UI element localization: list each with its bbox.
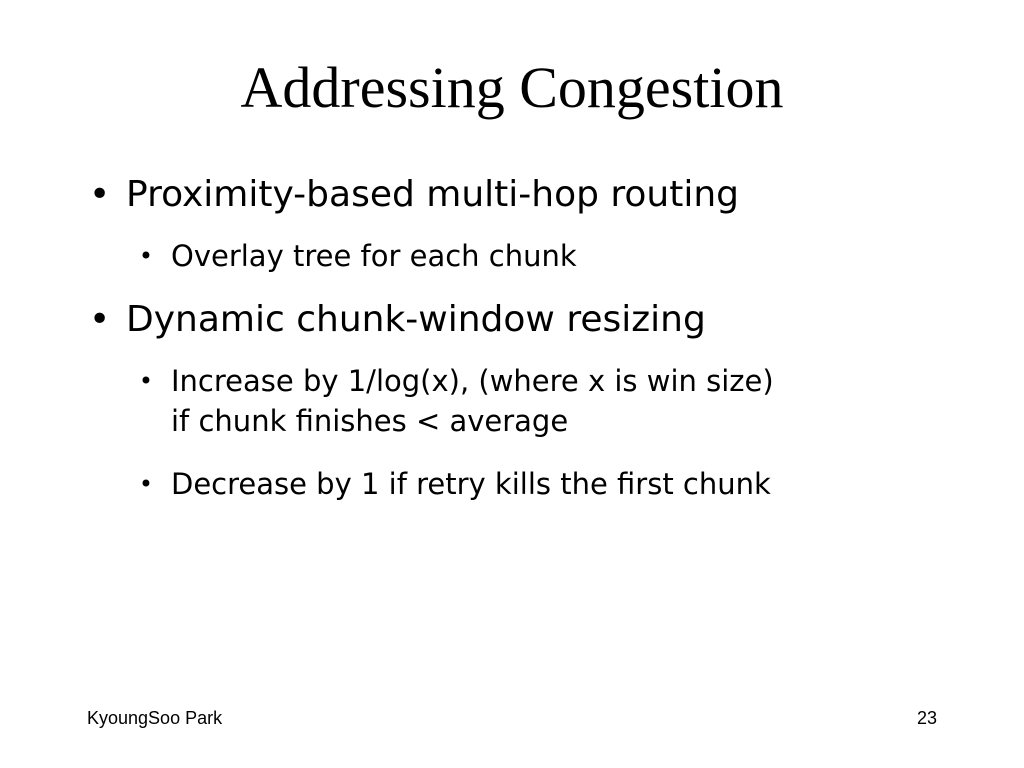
footer-author: KyoungSoo Park [87, 708, 223, 728]
bullet-marker: • [138, 242, 154, 270]
bullet-marker: • [89, 174, 111, 215]
bullet-item [89, 172, 740, 218]
sub-bullet-item [138, 361, 774, 441]
sub-bullet-item [138, 464, 771, 504]
slide-title: Addressing Congestion [240, 55, 784, 120]
sub-bullet-item [138, 236, 577, 276]
sub-bullet-text-line: Increase by 1/log(x), (where x is win size) [171, 364, 774, 398]
bullet-marker: • [89, 299, 111, 340]
bullet-marker: • [138, 470, 154, 498]
sub-bullet-text: Decrease by 1 if retry kills the first chunk [171, 467, 771, 501]
sub-bullet-text: Overlay tree for each chunk [171, 239, 577, 273]
bullet-text: Proximity-based multi-hop routing [126, 174, 740, 215]
slide-number: 23 [916, 708, 937, 728]
bullet-marker: • [138, 367, 154, 395]
bullet-text: Dynamic chunk-window resizing [126, 299, 706, 340]
bullet-item [89, 297, 706, 343]
sub-bullet-text-line: if chunk finishes < average [171, 404, 569, 438]
